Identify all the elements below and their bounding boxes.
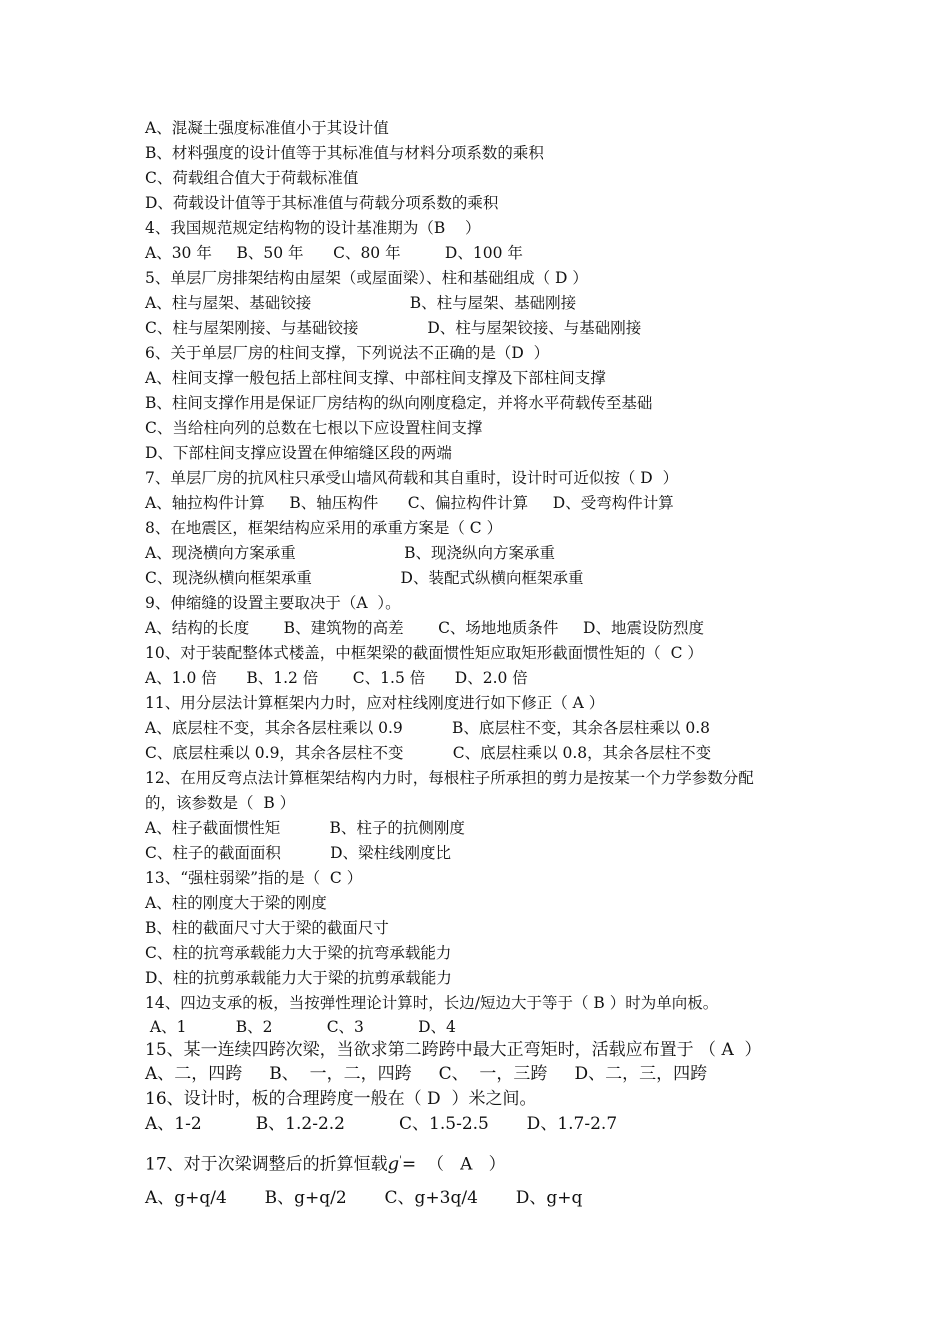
q3-option-c: C、荷载组合值大于荷载标准值 bbox=[145, 169, 359, 187]
g-prime-symbol: g bbox=[387, 1153, 400, 1175]
prime-mark: ' bbox=[399, 1155, 402, 1166]
q6-option-c: C、当给柱向列的总数在七根以下应设置柱间支撑 bbox=[145, 419, 483, 437]
q12-options-ab: A、柱子截面惯性矩 B、柱子的抗侧刚度 bbox=[145, 819, 465, 837]
q4-options: A、30 年 B、50 年 C、80 年 D、100 年 bbox=[145, 244, 523, 262]
q13-option-b: B、柱的截面尺寸大于梁的截面尺寸 bbox=[145, 919, 389, 937]
q12-options-cd: C、柱子的截面面积 D、梁柱线刚度比 bbox=[145, 844, 452, 862]
q8-question: 8、在地震区，框架结构应采用的承重方案是（ C ） bbox=[145, 519, 503, 537]
q5-question: 5、单层厂房排架结构由屋架（或屋面梁）、柱和基础组成（ D ） bbox=[145, 269, 588, 287]
q11-question: 11、用分层法计算框架内力时，应对柱线刚度进行如下修正（ A ） bbox=[145, 694, 605, 712]
q12-question-cont: 的，该参数是（ B ） bbox=[145, 794, 296, 812]
q3-option-b: B、材料强度的设计值等于其标准值与材料分项系数的乘积 bbox=[145, 144, 544, 162]
q13-question: 13、“强柱弱梁”指的是（ C ） bbox=[145, 869, 363, 887]
q6-option-b: B、柱间支撑作用是保证厂房结构的纵向刚度稳定，并将水平荷载传至基础 bbox=[145, 394, 653, 412]
q16-question: 16、设计时，板的合理跨度一般在（ D ）米之间。 bbox=[145, 1089, 537, 1109]
q8-options-cd: C、现浇纵横向框架承重 D、装配式纵横向框架承重 bbox=[145, 569, 584, 587]
q13-option-c: C、柱的抗弯承载能力大于梁的抗弯承载能力 bbox=[145, 944, 452, 962]
q16-options: A、1-2 B、1.2-2.2 C、1.5-2.5 D、1.7-2.7 bbox=[145, 1114, 618, 1134]
q15-question: 15、某一连续四跨次梁，当欲求第二跨跨中最大正弯矩时，活载应布置于 （ A ） bbox=[145, 1040, 762, 1060]
q13-option-d: D、柱的抗剪承载能力大于梁的抗剪承载能力 bbox=[145, 969, 452, 987]
q6-option-d: D、下部柱间支撑应设置在伸缩缝区段的两端 bbox=[145, 444, 452, 462]
q10-options: A、1.0 倍 B、1.2 倍 C、1.5 倍 D、2.0 倍 bbox=[145, 669, 528, 687]
q17-options: A、g+q/4 B、g+q/2 C、g+3q/4 D、g+q bbox=[145, 1188, 583, 1208]
q6-option-a: A、柱间支撑一般包括上部柱间支撑、中部柱间支撑及下部柱间支撑 bbox=[145, 369, 606, 387]
q9-question: 9、伸缩缝的设置主要取决于（A ）。 bbox=[145, 594, 401, 612]
q10-question: 10、对于装配整体式楼盖，中框架梁的截面惯性矩应取矩形截面惯性矩的（ C ） bbox=[145, 644, 703, 662]
q12-question: 12、在用反弯点法计算框架结构内力时，每根柱子所承担的剪力是按某一个力学参数分配 bbox=[145, 769, 754, 787]
q5-options-cd: C、柱与屋架刚接、与基础铰接 D、柱与屋架铰接、与基础刚接 bbox=[145, 319, 642, 337]
q8-options-ab: A、现浇横向方案承重 B、现浇纵向方案承重 bbox=[145, 544, 555, 562]
q17-answer: = （ A ） bbox=[401, 1154, 506, 1175]
q14-options: A、1 B、2 C、3 D、4 bbox=[145, 1018, 456, 1036]
q3-option-a: A、混凝土强度标准值小于其设计值 bbox=[145, 119, 389, 137]
q6-question: 6、关于单层厂房的柱间支撑，下列说法不正确的是（D ） bbox=[145, 344, 550, 362]
q9-options: A、结构的长度 B、建筑物的高差 C、场地地质条件 D、地震设防烈度 bbox=[145, 619, 704, 637]
q7-question: 7、单层厂房的抗风柱只承受山墙风荷载和其自重时，设计时可近似按（ D ） bbox=[145, 469, 679, 487]
q13-option-a: A、柱的刚度大于梁的刚度 bbox=[145, 894, 327, 912]
q11-options-ab: A、底层柱不变，其余各层柱乘以 0.9 B、底层柱不变，其余各层柱乘以 0.8 bbox=[145, 719, 711, 737]
q4-question: 4、我国规范规定结构物的设计基准期为（B ） bbox=[145, 219, 481, 237]
q7-options: A、轴拉构件计算 B、轴压构件 C、偏拉构件计算 D、受弯构件计算 bbox=[145, 494, 674, 512]
q3-option-d: D、荷载设计值等于其标准值与荷载分项系数的乘积 bbox=[145, 194, 499, 212]
q5-options-ab: A、柱与屋架、基础铰接 B、柱与屋架、基础刚接 bbox=[145, 294, 577, 312]
q14-question: 14、四边支承的板，当按弹性理论计算时，长边/短边大于等于（ B ）时为单向板。 bbox=[145, 994, 719, 1012]
q15-options: A、二，四跨 B、 一，二，四跨 C、 一，三跨 D、二，三，四跨 bbox=[145, 1064, 708, 1084]
q11-options-cd: C、底层柱乘以 0.9，其余各层柱不变 C、底层柱乘以 0.8，其余各层柱不变 bbox=[145, 744, 712, 762]
q17-question bbox=[145, 1151, 506, 1175]
q17-text: 17、对于次梁调整后的折算恒载 bbox=[145, 1154, 388, 1175]
